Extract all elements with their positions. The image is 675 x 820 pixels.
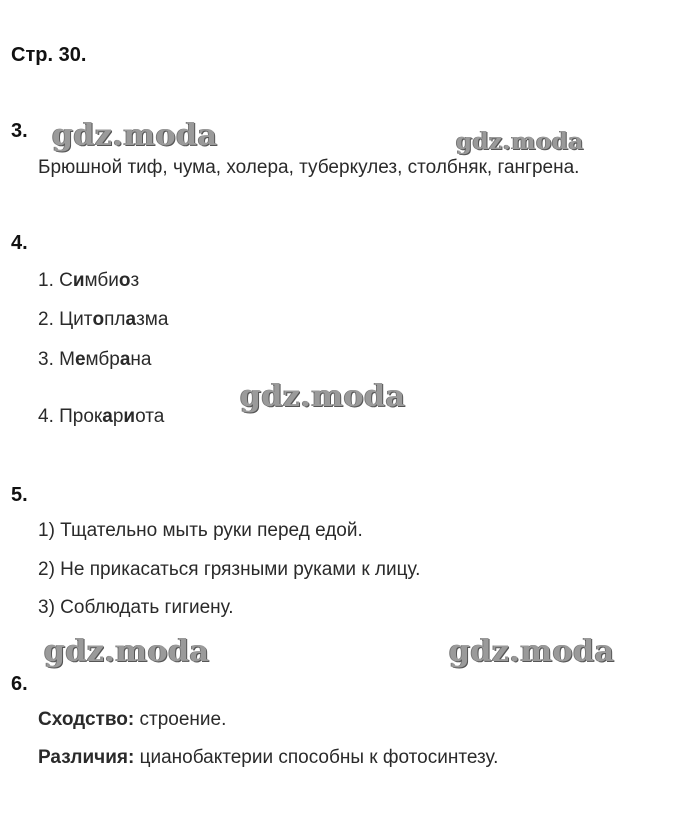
answer-text: Брюшной тиф, чума, холера, туберкулез, столбняк, гангрена. — [38, 157, 580, 178]
stress-word-item: 4. Прокариота — [38, 406, 165, 427]
stressed-letter: а — [125, 309, 137, 330]
stressed-letter: о — [92, 309, 105, 330]
watermark-logo: gdz.moda — [449, 634, 615, 669]
stressed-letter: и — [72, 270, 85, 291]
answer-list-item: 2) Не прикасаться грязными руками к лицу. — [38, 559, 421, 580]
watermark-logo: gdz.moda — [44, 634, 210, 669]
answer-list-item: 1) Тщательно мыть руки перед едой. — [38, 520, 363, 541]
question-number: 5. — [11, 484, 28, 506]
watermark-logo: gdz.moda — [52, 118, 218, 153]
similarity-text: строение. — [134, 709, 227, 730]
difference-line — [38, 747, 498, 769]
stressed-letter: и — [123, 406, 136, 427]
stress-word-item: 2. Цитоплазма — [38, 309, 169, 330]
watermark-logo: gdz.moda — [240, 379, 406, 414]
similarity-line — [38, 709, 226, 731]
question-number: 4. — [11, 232, 28, 254]
question-number: 3. — [11, 120, 28, 142]
stressed-letter: о — [118, 270, 131, 291]
stress-word-item: 1. Симбиоз — [38, 270, 140, 291]
watermark-logo: gdz.moda — [456, 128, 584, 155]
stressed-letter: а — [102, 406, 113, 427]
difference-text: цианобактерии способны к фотосинтезу. — [134, 747, 499, 768]
stress-word-item: 3. Мембрана — [38, 349, 152, 370]
similarity-label: Сходство: — [38, 709, 135, 730]
difference-label: Различия: — [38, 747, 135, 768]
answer-list-item: 3) Соблюдать гигиену. — [38, 597, 234, 618]
page-title: Стр. 30. — [11, 44, 87, 66]
question-number: 6. — [11, 673, 28, 695]
stressed-letter: а — [119, 349, 131, 370]
stressed-letter: е — [74, 349, 86, 370]
